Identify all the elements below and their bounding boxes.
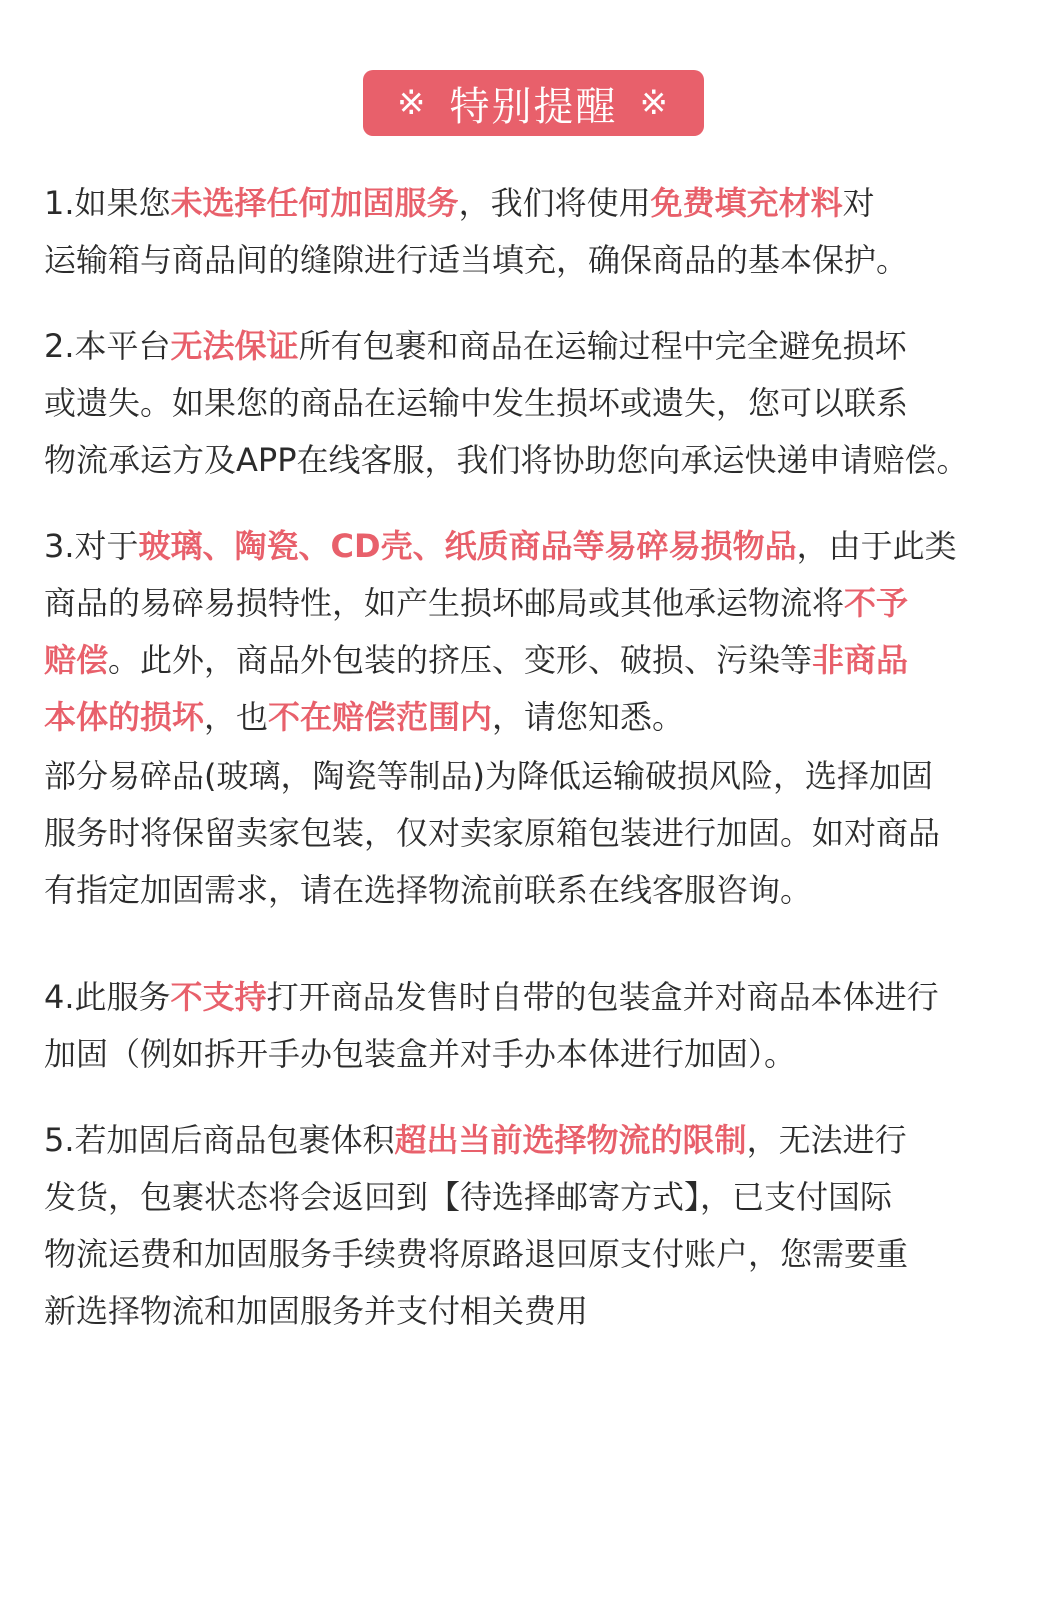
highlighted-text: 不在赔偿范围内 bbox=[268, 698, 493, 736]
notice-item-3-supplement bbox=[44, 748, 1034, 919]
text-line bbox=[44, 748, 1034, 805]
body-text: 或遗失。如果您的商品在运输中发生损坏或遗失，您可以联系 bbox=[44, 384, 909, 422]
highlighted-text: 玻璃、陶瓷、CD壳、纸质商品等易碎易损物品 bbox=[138, 527, 797, 565]
text-line bbox=[44, 632, 1034, 689]
body-text: 物流运费和加固服务手续费将原路退回原支付账户，您需要重 bbox=[44, 1235, 909, 1273]
notice-item-4 bbox=[44, 969, 1034, 1083]
highlighted-text: 无法保证 bbox=[170, 327, 299, 365]
body-text: 运输箱与商品间的缝隙进行适当填充，确保商品的基本保护。 bbox=[44, 241, 909, 279]
text-line bbox=[44, 1226, 1034, 1283]
highlighted-text: 不支持 bbox=[170, 978, 267, 1016]
body-text: 新选择物流和加固服务并支付相关费用 bbox=[44, 1292, 589, 1330]
highlighted-text: 未选择任何加固服务 bbox=[170, 184, 459, 222]
text-line bbox=[44, 318, 1034, 375]
text-line bbox=[44, 1112, 1034, 1169]
text-line bbox=[44, 1169, 1034, 1226]
body-text: 1.如果您 bbox=[44, 184, 171, 222]
reference-mark-right: ※ bbox=[639, 83, 670, 123]
notice-banner bbox=[363, 70, 704, 136]
body-text: ，也 bbox=[204, 698, 269, 736]
body-text: 服务时将保留卖家包装，仅对卖家原箱包装进行加固。如对商品 bbox=[44, 814, 941, 852]
text-line bbox=[44, 689, 1034, 746]
highlighted-text: 免费填充材料 bbox=[650, 184, 843, 222]
body-text: ，无法进行 bbox=[746, 1121, 907, 1159]
body-text: ，请您知悉。 bbox=[492, 698, 685, 736]
highlighted-text: 本体的损坏 bbox=[44, 698, 205, 736]
body-text: 打开商品发售时自带的包装盒并对商品本体进行 bbox=[266, 978, 939, 1016]
notice-item-5 bbox=[44, 1112, 1034, 1340]
text-line bbox=[44, 375, 1034, 432]
body-text: 加固（例如拆开手办包装盒并对手办本体进行加固）。 bbox=[44, 1035, 797, 1073]
notice-item-3 bbox=[44, 518, 1034, 746]
reference-mark-left: ※ bbox=[397, 83, 428, 123]
highlighted-text: 不予 bbox=[844, 584, 909, 622]
text-line bbox=[44, 175, 1034, 232]
banner-title: 特别提醒 bbox=[449, 83, 618, 130]
body-text: 。此外，商品外包装的挤压、变形、破损、污染等 bbox=[108, 641, 813, 679]
body-text: 有指定加固需求，请在选择物流前联系在线客服咨询。 bbox=[44, 871, 813, 909]
body-text: 部分易碎品(玻璃，陶瓷等制品)为降低运输破损风险，选择加固 bbox=[44, 757, 933, 795]
body-text: 所有包裹和商品在运输过程中完全避免损坏 bbox=[298, 327, 907, 365]
notice-item-1 bbox=[44, 175, 1034, 289]
body-text: 发货，包裹状态将会返回到【待选择邮寄方式】，已支付国际 bbox=[44, 1178, 893, 1216]
notice-item-2 bbox=[44, 318, 1034, 489]
body-text: 5.若加固后商品包裹体积 bbox=[44, 1121, 395, 1159]
body-text: ，由于此类 bbox=[796, 527, 957, 565]
highlighted-text: 超出当前选择物流的限制 bbox=[394, 1121, 747, 1159]
body-text: 物流承运方及APP在线客服，我们将协助您向承运快递申请赔偿。 bbox=[44, 441, 969, 479]
body-text: 4.此服务 bbox=[44, 978, 171, 1016]
body-text: 商品的易碎易损特性，如产生损坏邮局或其他承运物流将 bbox=[44, 584, 845, 622]
text-line bbox=[44, 862, 1034, 919]
body-text: 对 bbox=[842, 184, 875, 222]
text-line bbox=[44, 232, 1034, 289]
text-line bbox=[44, 432, 1034, 489]
notice-content bbox=[44, 175, 1034, 1340]
text-line bbox=[44, 1283, 1034, 1340]
highlighted-text: 赔偿 bbox=[44, 641, 109, 679]
body-text: ，我们将使用 bbox=[458, 184, 651, 222]
body-text: 3.对于 bbox=[44, 527, 139, 565]
body-text: 2.本平台 bbox=[44, 327, 171, 365]
highlighted-text: 非商品 bbox=[812, 641, 909, 679]
text-line bbox=[44, 1026, 1034, 1083]
text-line bbox=[44, 575, 1034, 632]
text-line bbox=[44, 805, 1034, 862]
text-line bbox=[44, 518, 1034, 575]
text-line bbox=[44, 969, 1034, 1026]
